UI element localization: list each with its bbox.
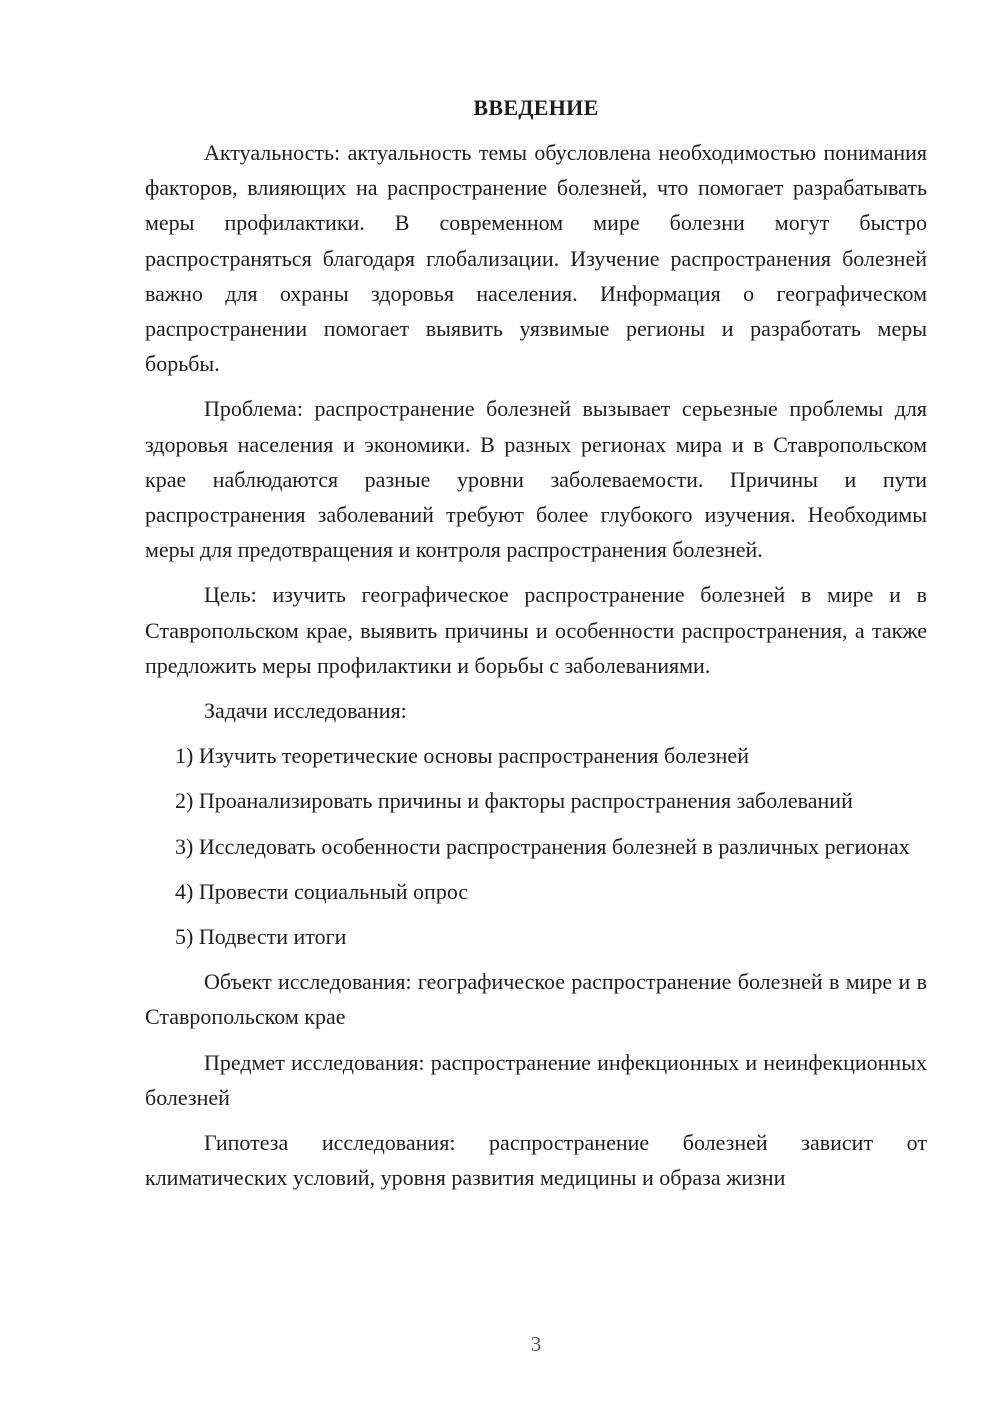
- task-item-1: 1) Изучить теоретические основы распространения болезней: [175, 743, 749, 769]
- document-page: [145, 90, 927, 1195]
- task-item-2: 2) Проанализировать причины и факторы распространения заболеваний: [175, 788, 853, 814]
- paragraph-hypothesis: Гипотеза исследования: распространение болезней зависит от климатических условий, уровня развития медицины и образа жизни: [145, 1130, 927, 1191]
- task-item-4: 4) Провести социальный опрос: [175, 878, 469, 904]
- tasks-heading: Задачи исследования:: [204, 698, 407, 724]
- paragraph-object: Объект исследования: географическое распространение болезней в мире и в Ставропольском крае: [145, 969, 927, 1030]
- paragraph-goal: Цель: изучить географическое распространение болезней в мире и в Ставропольском крае, выявить причины и особенности распространения, а также предложить меры профилактики и борьбы с заболеваниями.: [145, 582, 927, 678]
- paragraph-problem: Проблема: распространение болезней вызывает серьезные проблемы для здоровья населения и экономики. В разных регионах мира и в Ставропольском крае наблюдаются разные уровни заболеваемости. Причины и пути распространения заболеваний требуют более глубокого изучения. Необходимы меры для предотвращения и контроля распространения болезней.: [145, 396, 927, 563]
- page-title: ВВЕДЕНИЕ: [473, 95, 599, 120]
- page-number: 3: [530, 1332, 542, 1356]
- paragraph-subject: Предмет исследования: распространение инфекционных и неинфекционных болезней: [145, 1049, 927, 1110]
- task-item-3: 3) Исследовать особенности распространения болезней в различных регионах: [175, 833, 910, 859]
- paragraph-relevance: Актуальность: актуальность темы обусловлена необходимостью понимания факторов, влияющих на распространение болезней, что помогает разрабатывать меры профилактики. В современном мире болезни могут быстро распространяться благодаря глобализации. Изучение распространения болезней важно для охраны здоровья населения. Информация о географическом распространении помогает выявить уязвимые регионы и разработать меры борьбы.: [145, 140, 927, 377]
- task-item-5: 5) Подвести итоги: [175, 924, 347, 950]
